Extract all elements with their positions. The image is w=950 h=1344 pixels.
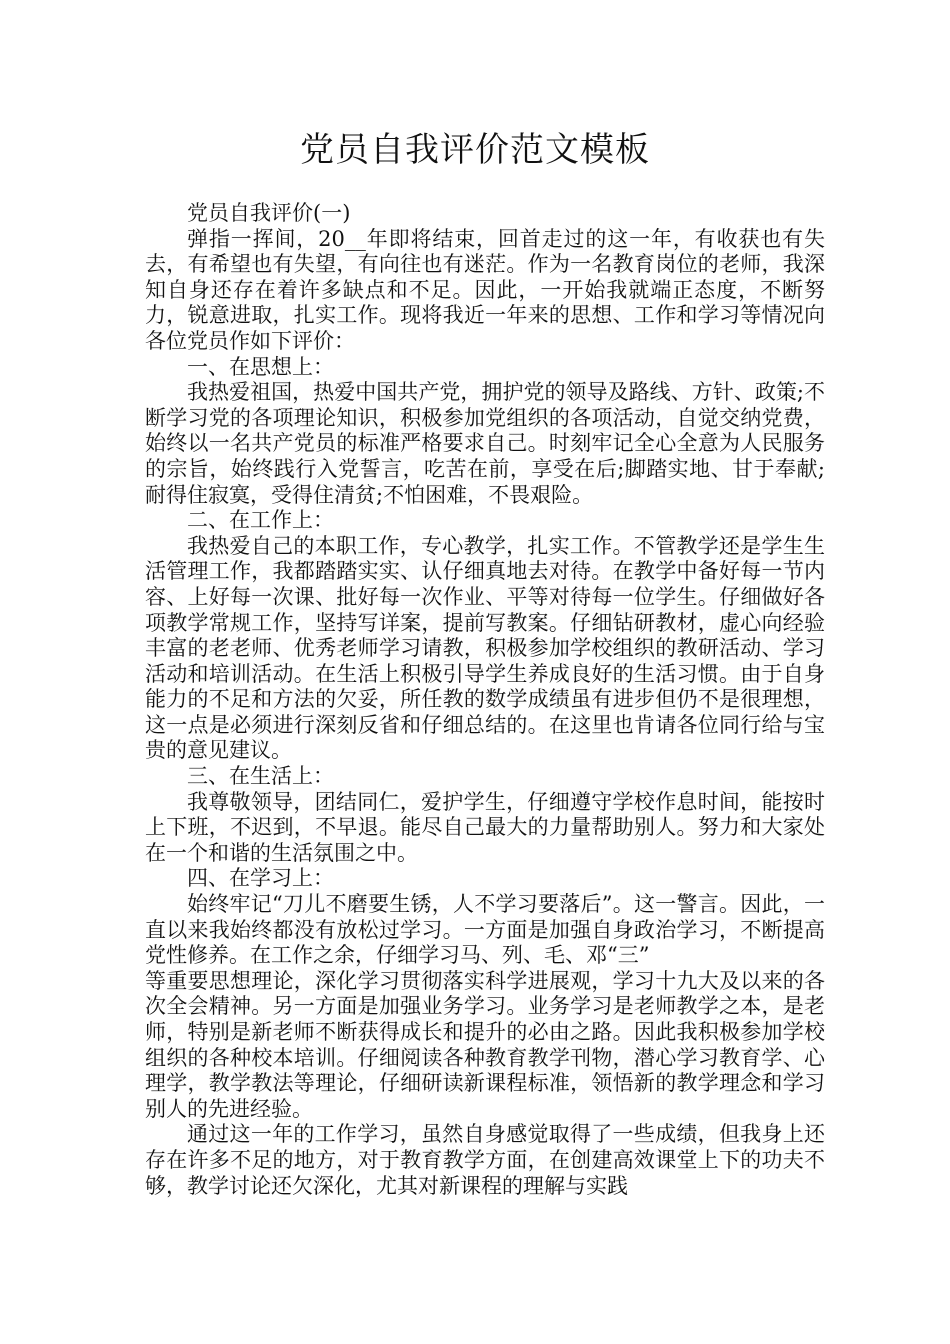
paragraph: 始终牢记“刀儿不磨要生锈，人不学习要落后”。这一警言。因此，一直以来我始终都没有放松过学习。一方面是加强自身政治学习，不断提高党性修养。在工作之余，仔细学习马、列、毛、邓“三” [145, 892, 825, 968]
paragraph: 我热爱祖国，热爱中国共产党，拥护党的领导及路线、方针、政策;不断学习党的各项理论知识，积极参加党组织的各项活动，自觉交纳党费，始终以一名共产党员的标准严格要求自己。时刻牢记全心全意为人民服务的宗旨，始终践行入党誓言，吃苦在前，享受在后;脚踏实地、甘于奉献;耐得住寂寞，受得住清贫;不怕困难，不畏艰险。 [145, 380, 825, 507]
paragraph: 等重要思想理论，深化学习贯彻落实科学进展观，学习十九大及以来的各次全会精神。另一方面是加强业务学习。业务学习是老师教学之本，是老师，特别是新老师不断获得成长和提升的必由之路。因此我积极参加学校组织的各种校本培训。仔细阅读各种教育教学刊物，潜心学习教育学、心理学，教学教法等理论，仔细研读新课程标准，领悟新的教学理念和学习别人的先进经验。 [145, 968, 825, 1121]
document-body [145, 201, 825, 1199]
section-heading: 三、在生活上： [187, 764, 334, 789]
paragraph: 通过这一年的工作学习，虽然自身感觉取得了一些成绩，但我身上还存在许多不足的地方，对于教育教学方面，在创建高效课堂上下的功夫不够，教学讨论还欠深化，尤其对新课程的理解与实践 [145, 1122, 825, 1198]
section-heading: 四、在学习上： [187, 866, 334, 891]
section-heading: 一、在思想上： [187, 354, 334, 379]
section-heading: 党员自我评价(一) [187, 201, 351, 225]
document-title: 党员自我评价范文模板 [300, 130, 650, 170]
paragraph: 弹指一挥间，20__年即将结束，回首走过的这一年，有收获也有失去，有希望也有失望，有向往也有迷茫。作为一名教育岗位的老师，我深知自身还存在着许多缺点和不足。因此，一开始我就端正态度，不断努力，锐意进取，扎实工作。现将我近一年来的思想、工作和学习等情况向各位党员作如下评价： [145, 226, 825, 353]
section-heading: 二、在工作上： [187, 508, 334, 533]
paragraph: 我热爱自己的本职工作，专心教学，扎实工作。不管教学还是学生生活管理工作，我都踏踏实实、认仔细真地去对待。在教学中备好每一节内容、上好每一次课、批好每一次作业、平等对待每一位学生。仔细做好各项教学常规工作，坚持写详案，提前写教案。仔细钻研教材，虚心向经验丰富的老老师、优秀老师学习请教，积极参加学校组织的教研活动、学习活动和培训活动。在生活上积极引导学生养成良好的生活习惯。由于自身能力的不足和方法的欠妥，所任教的数学成绩虽有进步但仍不是很理想，这一点是必须进行深刻反省和仔细总结的。在这里也肯请各位同行给与宝贵的意见建议。 [145, 533, 825, 763]
paragraph: 我尊敬领导，团结同仁，爱护学生，仔细遵守学校作息时间，能按时上下班，不迟到，不早退。能尽自己最大的力量帮助别人。努力和大家处在一个和谐的生活氛围之中。 [145, 789, 825, 865]
